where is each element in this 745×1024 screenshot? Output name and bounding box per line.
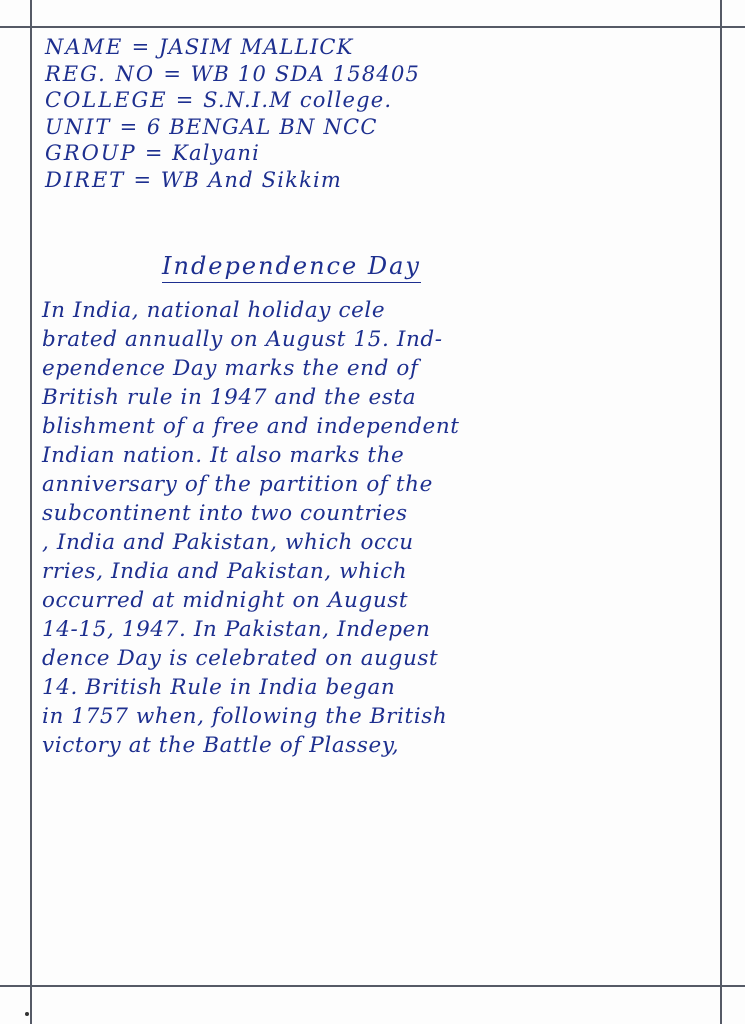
bottom-border-line	[0, 985, 745, 987]
equals-sign: =	[131, 35, 159, 59]
detail-row-college	[45, 87, 605, 114]
detail-row-group	[45, 140, 605, 167]
equals-sign: =	[144, 141, 173, 165]
essay-line: victory at the Battle of Plassey,	[42, 733, 400, 758]
detail-value: Kalyani	[172, 141, 261, 165]
equals-sign: =	[119, 114, 147, 139]
detail-row-unit	[45, 114, 605, 141]
ink-dot	[25, 1012, 29, 1016]
equals-sign: =	[175, 88, 204, 112]
detail-value: S.N.I.M college.	[203, 88, 393, 112]
essay-line: dence Day is celebrated on august	[42, 646, 439, 671]
essay-line: occurred at midnight on August	[42, 588, 409, 613]
essay-line: , India and Pakistan, which occu	[42, 530, 414, 555]
essay-body	[42, 296, 714, 760]
essay-line: British rule in 1947 and the esta	[42, 385, 417, 410]
detail-key: DIRET	[45, 167, 126, 192]
detail-value: JASIM MALLICK	[158, 35, 354, 59]
top-border-line	[0, 26, 745, 28]
student-details	[45, 34, 605, 193]
essay-line: In India, national holiday cele	[42, 298, 386, 323]
essay-title: Independence Day	[162, 252, 421, 283]
detail-row-reg-no	[45, 61, 605, 88]
detail-key: UNIT	[45, 114, 112, 139]
essay-line: blishment of a free and independent	[42, 414, 460, 439]
detail-row-name	[45, 34, 605, 61]
detail-row-diret	[45, 167, 605, 194]
detail-key: REG. NO	[45, 61, 156, 86]
detail-value: 6 BENGAL BN NCC	[146, 114, 378, 139]
detail-key: COLLEGE	[45, 88, 168, 112]
essay-line: ependence Day marks the end of	[42, 356, 419, 381]
essay-line: Indian nation. It also marks the	[42, 443, 405, 468]
equals-sign: =	[163, 61, 191, 86]
right-margin-line	[720, 0, 722, 1024]
detail-value: WB 10 SDA 158405	[190, 61, 421, 86]
detail-key: NAME	[45, 35, 124, 59]
detail-key: GROUP	[45, 141, 137, 165]
essay-line: rries, India and Pakistan, which	[42, 559, 408, 584]
essay-line: subcontinent into two countries	[42, 501, 408, 526]
detail-value: WB And Sikkim	[160, 167, 343, 192]
essay-line: brated annually on August 15. Ind-	[42, 327, 443, 352]
equals-sign: =	[133, 167, 161, 192]
essay-line: anniversary of the partition of the	[42, 472, 433, 497]
essay-line: in 1757 when, following the British	[42, 704, 448, 729]
left-margin-line	[30, 0, 32, 1024]
essay-line: 14. British Rule in India began	[42, 675, 396, 700]
essay-line: 14-15, 1947. In Pakistan, Indepen	[42, 617, 431, 642]
